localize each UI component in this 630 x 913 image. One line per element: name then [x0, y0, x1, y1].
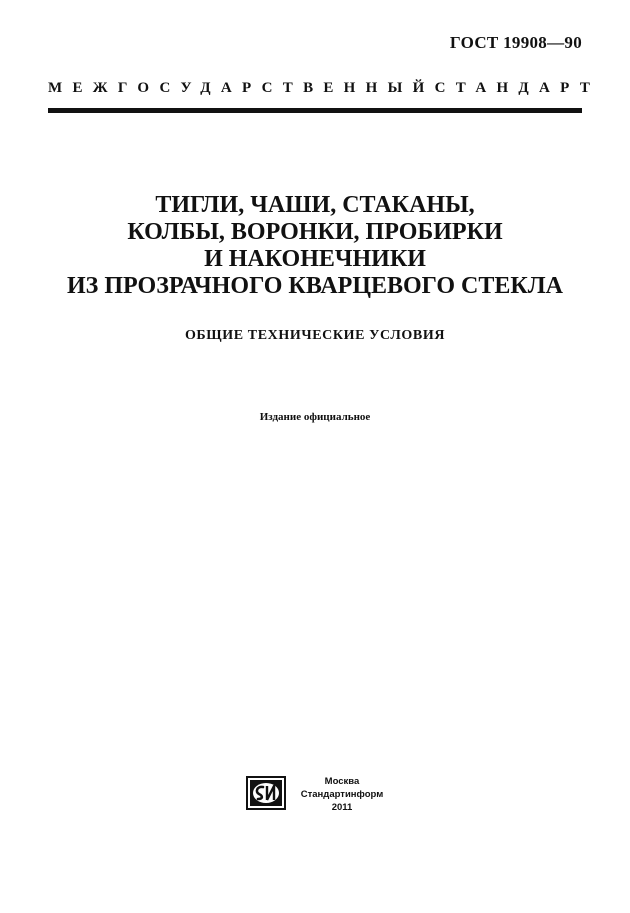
document-title	[0, 192, 630, 300]
title-line-1: ТИГЛИ, ЧАШИ, СТАКАНЫ,	[155, 192, 475, 218]
edition-note: Издание официальное	[259, 411, 371, 423]
standard-type	[48, 80, 601, 97]
document-subtitle: ОБЩИЕ ТЕХНИЧЕСКИЕ УСЛОВИЯ	[184, 328, 446, 343]
imprint-city: Москва	[324, 776, 360, 787]
document-number: ГОСТ 19908—90	[449, 33, 582, 52]
standard-type-word-standard: СТАНДАРТ	[434, 80, 601, 96]
standard-type-word-interstate: МЕЖГОСУДАРСТВЕННЫЙ	[48, 80, 435, 96]
imprint	[300, 775, 384, 814]
imprint-year: 2011	[331, 802, 353, 813]
title-line-2: КОЛБЫ, ВОРОНКИ, ПРОБИРКИ	[127, 219, 503, 245]
standartinform-logo-icon	[246, 776, 286, 810]
title-line-3: И НАКОНЕЧНИКИ	[204, 246, 426, 272]
imprint-publisher: Стандартинформ	[300, 789, 384, 800]
header-rule	[48, 108, 582, 113]
title-line-4: ИЗ ПРОЗРАЧНОГО КВАРЦЕВОГО СТЕКЛА	[67, 273, 563, 299]
